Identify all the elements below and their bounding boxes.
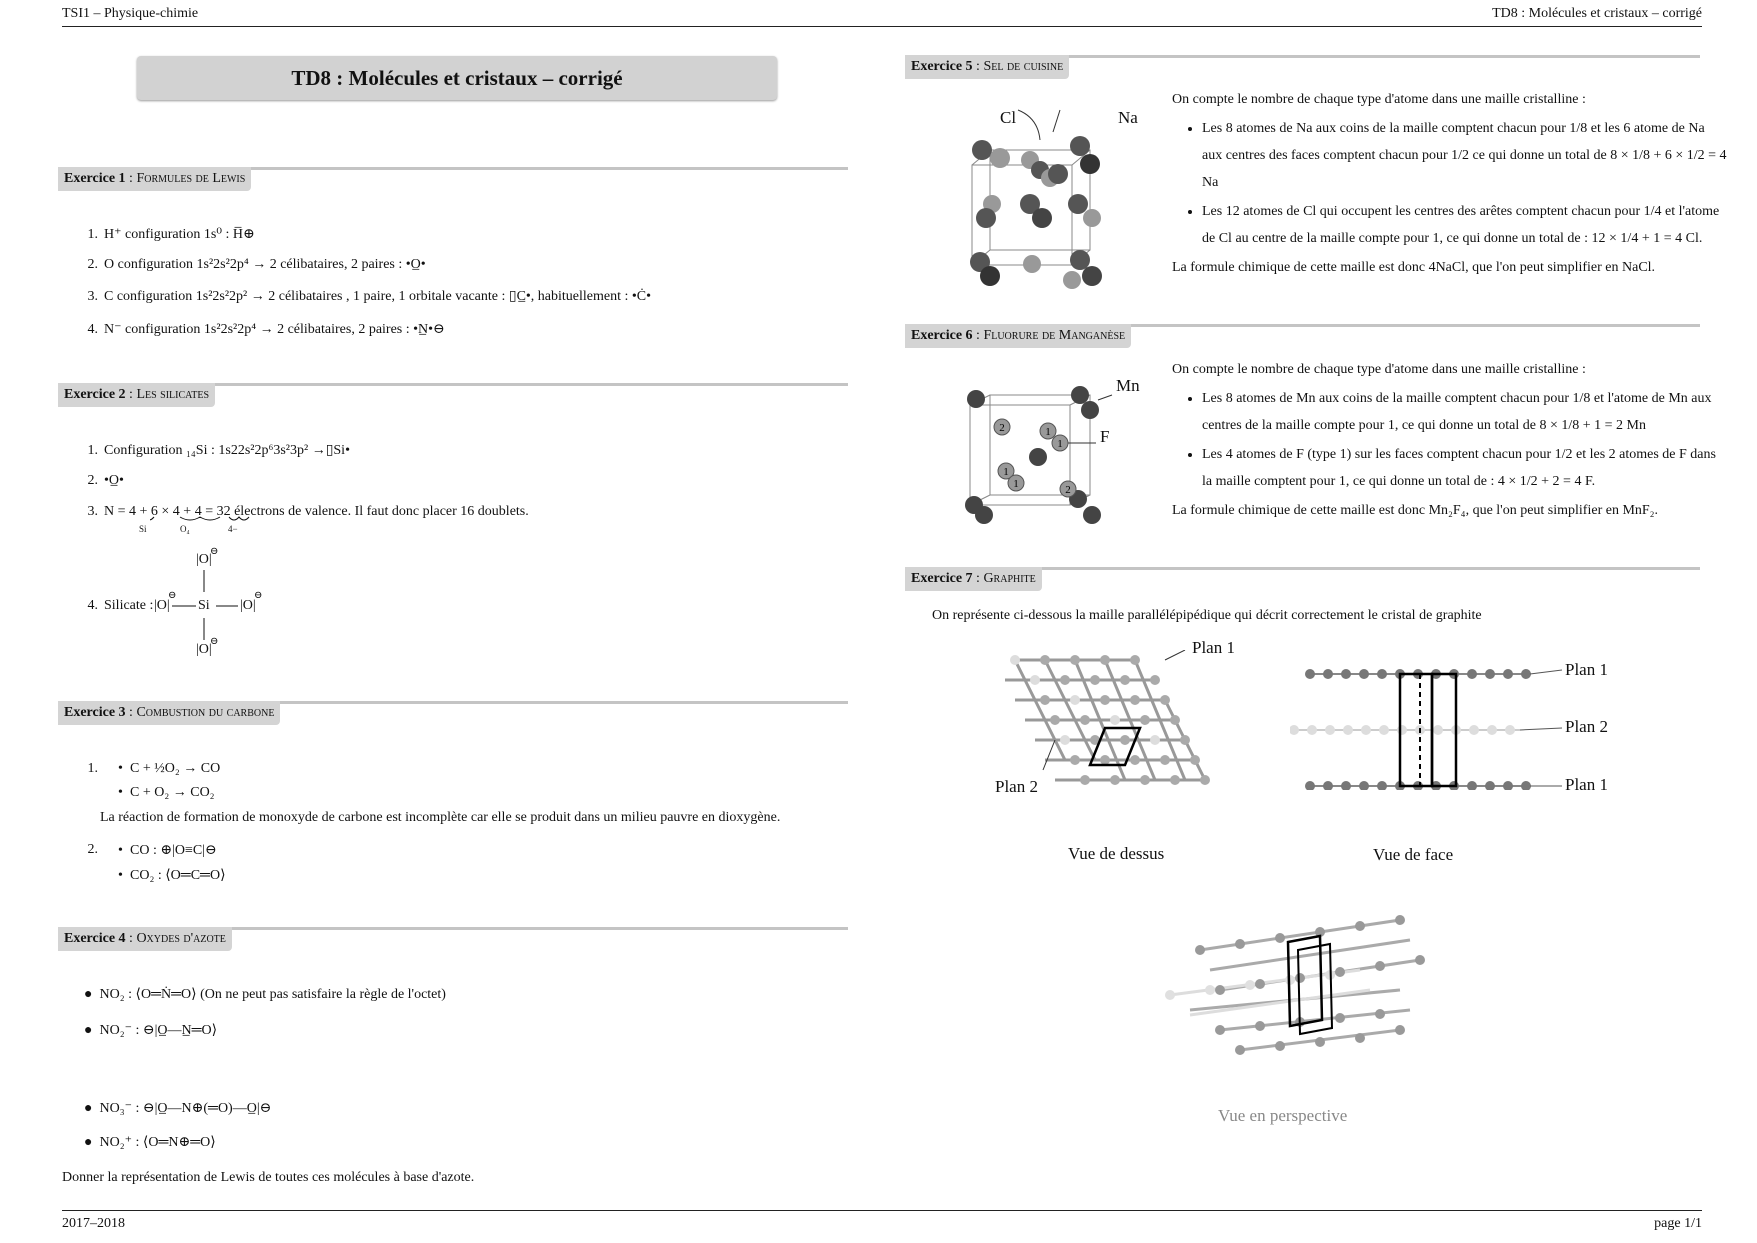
exercise-6-heading: Exercice 6 : Fluorure de Manganèse <box>905 324 1700 350</box>
exo1-item-3: 3. C configuration 1s²2s²2p² → 2 célibataires , 1 paire, 1 orbitale vacante : ▯C̲•, habituellement : •Ċ• <box>87 289 652 304</box>
nacl-label-na: Na <box>1118 108 1138 127</box>
exercise-3-heading: Exercice 3 : Combustion du carbone <box>58 701 848 727</box>
front-view-plan-2: Plan 2 <box>1565 717 1608 736</box>
exo2-item-2: 2. •O̲• <box>87 473 124 488</box>
front-view-plan-1-bottom: Plan 1 <box>1565 775 1608 794</box>
exo4-no2-plus: ● NO₂⁺ : ⟨O═N⊕═O⟩ <box>84 1135 216 1150</box>
silicate-charge-right: ⊖ <box>254 590 263 601</box>
svg-text:1: 1 <box>1013 478 1019 490</box>
exo2-item-4: 4. Silicate : <box>87 598 154 613</box>
exo6-bullet-1: • Les 8 atomes de Mn aux coins de la maille comptent chacun pour 1/8 et l'atome de Mn aux centres de la maille compte pour 1, ce qui donne un total de 8 × 1/8 + 1 = 2 Mn <box>1202 385 1727 439</box>
header-right: TD8 : Molécules et cristaux – corrigé <box>1492 6 1702 21</box>
nacl-label-cl: Cl <box>1000 108 1017 127</box>
exo6-text: On compte le nombre de chaque type d'atome dans une maille cristalline : • Les 8 atomes de Mn aux coins de la maille comptent chacun pour 1/8 et l'atome de Mn aux centres de la maille compte pour 1, ce qui donne un total de 8 × 1/8 + 1 = 2 Mn • Les 4 atomes de F (type 1) sur les faces comptent chacun pour 1/2 et les 2 atomes de F dans la maille comptent pour 1, ce qui donne un total de : 4 × 1/2 + 2 = 4 F. La formule chimique de cette maille est donc Mn₂F₄, que l'on peut simplifier en MnF₂. <box>1172 356 1727 524</box>
top-view-plan-1: Plan 1 <box>1192 638 1235 657</box>
brace-label-charge: 4− <box>228 524 238 534</box>
svg-text:1: 1 <box>1057 438 1063 450</box>
exo3-num-2: 2. <box>87 842 98 857</box>
nacl-unit-cell-figure <box>960 100 1140 300</box>
graphite-front-view <box>1290 660 1570 790</box>
exo4-no2: ● NO₂ : ⟨O═Ṅ═O⟩ (On ne peut pas satisfaire la règle de l'octet) <box>84 987 446 1002</box>
brace-label-si: Si <box>139 524 147 534</box>
silicate-charge-bottom: ⊖ <box>210 636 219 647</box>
silicate-o-right: |O| <box>240 598 256 613</box>
header-left: TSI1 – Physique-chimie <box>62 6 199 21</box>
exo4-footer-text: Donner la représentation de Lewis de toutes ces molécules à base d'azote. <box>62 1170 475 1185</box>
exo1-item-2: 2. O configuration 1s²2s²2p⁴ → 2 célibataires, 2 paires : •O̲• <box>87 257 426 272</box>
header-rule <box>62 26 1702 27</box>
silicate-si: Si <box>198 598 210 613</box>
exo5-bullet-2: • Les 12 atomes de Cl qui occupent les centres des arêtes comptent chacun pour 1/4 et l'atome de Cl au centre de la maille compte pour 1, ce qui donne un total de : 12 × 1/4 + 1 = 4 Cl. <box>1202 198 1727 252</box>
exercise-4-heading: Exercice 4 : Oxydes d'azote <box>58 927 848 953</box>
vue-face-caption: Vue de face <box>1373 845 1454 864</box>
graphite-perspective-view <box>1160 900 1440 1070</box>
top-view-plan-2: Plan 2 <box>995 777 1038 796</box>
exercise-7-heading: Exercice 7 : Graphite <box>905 567 1700 593</box>
footer-rule <box>62 1210 1702 1211</box>
exercise-5-heading: Exercice 5 : Sel de cuisine <box>905 55 1700 81</box>
svg-text:1: 1 <box>1003 466 1009 478</box>
exo1-item-4: 4. N⁻ configuration 1s²2s²2p⁴ → 2 célibataires, 2 paires : •N̲•⊖ <box>87 322 445 337</box>
silicate-o-top: |O| <box>196 552 212 567</box>
mnf2-unit-cell-figure <box>960 375 1120 535</box>
svg-text:2: 2 <box>1065 484 1071 496</box>
silicate-o-bottom: |O| <box>196 642 212 657</box>
vue-dessus-caption: Vue de dessus <box>1068 844 1165 863</box>
footer-left: 2017–2018 <box>62 1216 125 1231</box>
page-title: TD8 : Molécules et cristaux – corrigé <box>137 56 777 100</box>
exo3-reaction-1: • C + ½O₂ → CO <box>118 761 221 776</box>
footer-right: page 1/1 <box>1654 1216 1702 1231</box>
svg-text:1: 1 <box>1045 426 1051 438</box>
front-view-plan-1-top: Plan 1 <box>1565 660 1608 679</box>
exo3-co2: • CO₂ : ⟨O═C═O⟩ <box>118 868 226 883</box>
exercise-2-heading: Exercice 2 : Les silicates <box>58 383 848 409</box>
exo2-item-1: 1. Configuration ₁₄Si : 1s22s²2p⁶3s²3p² →▯Si• <box>87 443 350 458</box>
exo5-bullet-1: • Les 8 atomes de Na aux coins de la maille comptent chacun pour 1/8 et les 6 atome de Na aux centres des faces comptent chacun pour 1/2 ce qui donne un total de 8 × 1/8 + 6 × 1/2 = 4 Na <box>1202 115 1727 196</box>
silicate-bonds <box>150 500 270 660</box>
exo3-num-1: 1. <box>87 761 98 776</box>
silicate-charge-top: ⊖ <box>210 546 219 557</box>
exo1-item-1: 1. H⁺ configuration 1s⁰ : H̅⊕ <box>87 227 255 242</box>
exo7-intro: On représente ci-dessous la maille parallélépipédique qui décrit correctement le cristal de graphite <box>932 608 1482 623</box>
brace-label-o4: O₄ <box>180 524 190 534</box>
exo4-no2-minus: ● NO₂⁻ : ⊖|O̲—N̲═O⟩ <box>84 1023 218 1038</box>
exo2-item-3: 3. N = 4 + 6 × 4 + 4 = 32 électrons de valence. Il faut donc placer 16 doublets. <box>87 504 529 519</box>
exo4-no3-minus: ● NO₃⁻ : ⊖|O̲—N⊕(═O)—O̲|⊖ <box>84 1101 272 1116</box>
silicate-o-left: |O| <box>154 598 170 613</box>
exo6-bullet-2: • Les 4 atomes de F (type 1) sur les faces comptent chacun pour 1/2 et les 2 atomes de F dans la maille comptent pour 1, ce qui donne un total de : 4 × 1/2 + 2 = 4 F. <box>1202 441 1727 495</box>
mnf2-label-mn: Mn <box>1116 376 1140 395</box>
silicate-charge-left: ⊖ <box>168 590 177 601</box>
exercise-1-heading: Exercice 1 : Formules de Lewis <box>58 167 848 193</box>
svg-text:2: 2 <box>999 422 1005 434</box>
exo3-reaction-2: • C + O₂ → CO₂ <box>118 785 215 800</box>
vue-perspective-caption: Vue en perspective <box>1218 1106 1348 1125</box>
exo3-note: La réaction de formation de monoxyde de carbone est incomplète car elle se produit dans un milieu pauvre en dioxygène. <box>100 810 781 825</box>
mnf2-label-f: F <box>1100 427 1110 446</box>
exo5-text: On compte le nombre de chaque type d'atome dans une maille cristalline : • Les 8 atomes de Na aux coins de la maille comptent chacun pour 1/8 et les 6 atome de Na aux centres des faces comptent chacun pour 1/2 ce qui donne un total de 8 × 1/8 + 6 × 1/2 = 4 Na • Les 12 atomes de Cl qui occupent les centres des arêtes comptent chacun pour 1/4 et l'atome de Cl au centre de la maille compte pour 1, ce qui donne un total de : 12 × 1/4 + 1 = 4 Cl. La formule chimique de cette maille est donc 4NaCl, que l'on peut simplifier en NaCl. <box>1172 86 1727 281</box>
exo3-co: • CO : ⊕|O≡C|⊖ <box>118 843 217 858</box>
